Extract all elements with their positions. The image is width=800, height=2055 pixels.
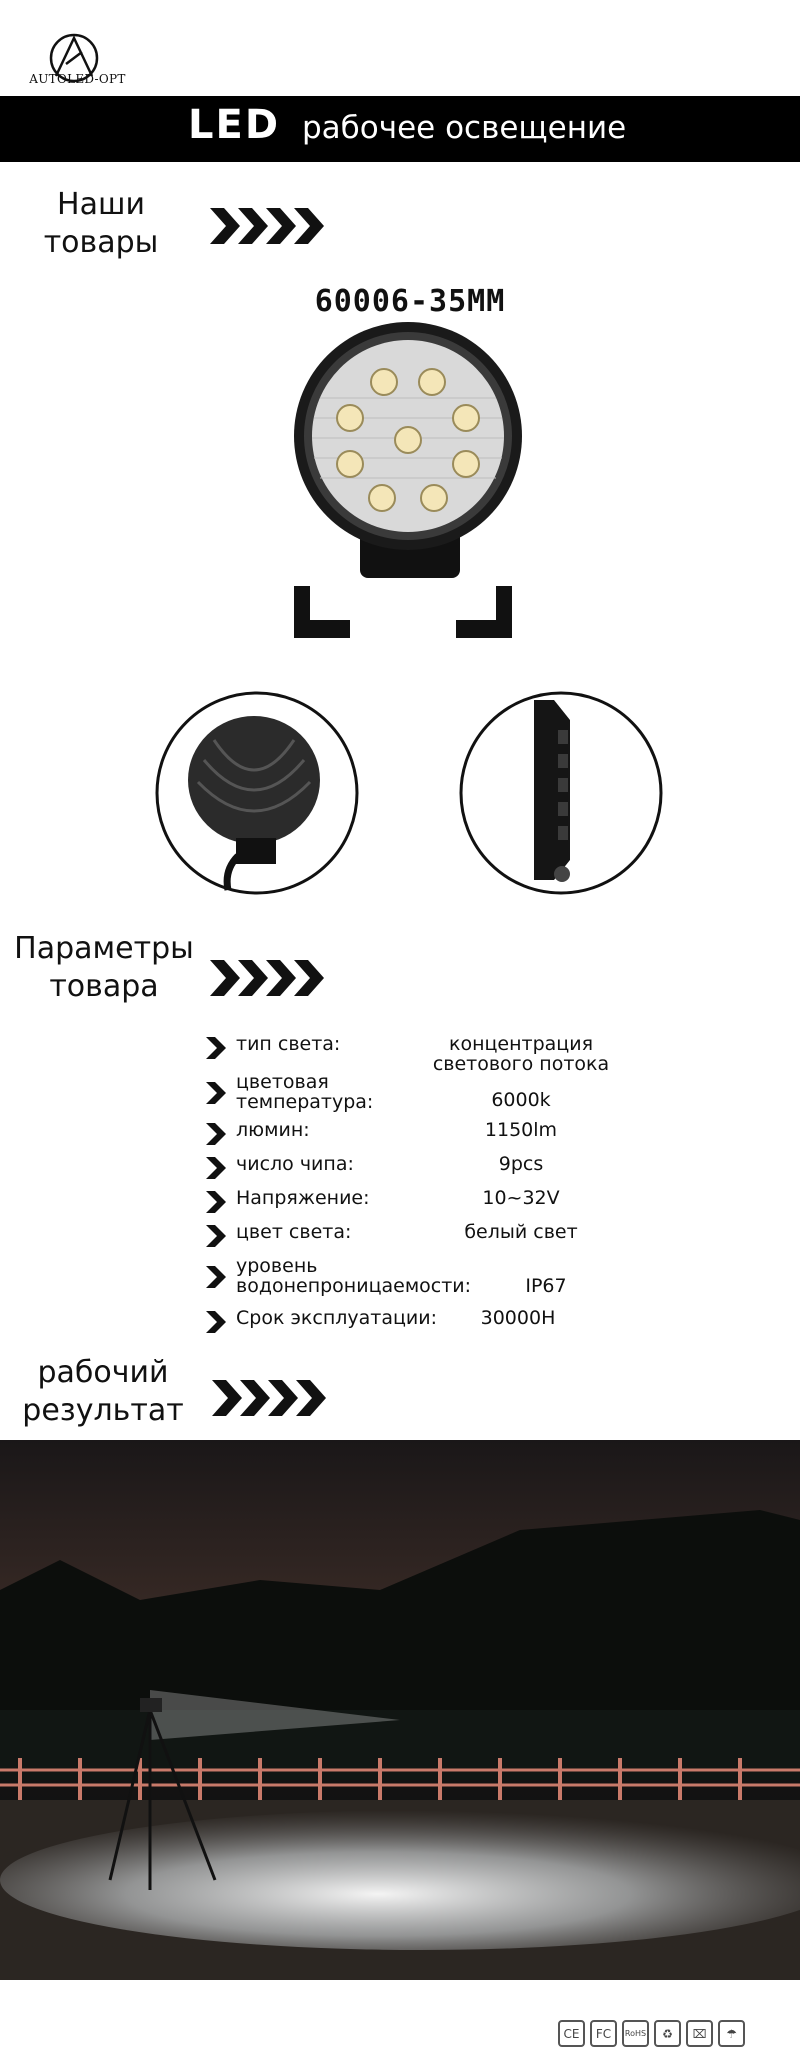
result-heading [18, 1354, 188, 1430]
result-heading-line2: результат [22, 1393, 184, 1428]
spec-value: светового потока [432, 1053, 610, 1075]
rohs-icon: RoHS [622, 2020, 649, 2047]
lamp-side-image [458, 690, 664, 896]
spec-row [206, 1256, 646, 1296]
params-heading-line1: Параметры [14, 931, 194, 966]
bracket-right-icon [452, 586, 512, 638]
spec-value: 1150lm [484, 1119, 558, 1141]
recycle-icon: ♻ [654, 2020, 681, 2047]
spec-label: Напряжение: [236, 1187, 370, 1209]
bullet-chevron-icon [206, 1311, 226, 1338]
spec-value: 30000H [480, 1307, 556, 1329]
spec-value: 6000k [491, 1089, 551, 1111]
no-bin-icon: ⌧ [686, 2020, 713, 2047]
spec-value: концентрация [448, 1033, 594, 1055]
bullet-chevron-icon [206, 1037, 226, 1064]
spec-label: температура: [236, 1091, 374, 1113]
spec-value: 9pcs [498, 1153, 544, 1175]
result-heading-line1: рабочий [37, 1355, 169, 1390]
spec-value: белый свет [464, 1221, 578, 1243]
spec-label: цвет света: [236, 1221, 352, 1243]
spec-label: Срок эксплуатации: [236, 1307, 438, 1329]
banner-led-text: LED [188, 102, 281, 148]
ce-icon: CE [558, 2020, 585, 2047]
bullet-chevron-icon [206, 1157, 226, 1184]
spec-value: 10~32V [482, 1187, 560, 1209]
fc-icon: FC [590, 2020, 617, 2047]
products-heading-line1: Наши [57, 187, 145, 222]
spec-row [206, 1222, 646, 1248]
params-heading-line2: товара [49, 969, 159, 1004]
spec-label: тип света: [236, 1033, 341, 1055]
spec-row [206, 1308, 646, 1334]
bullet-chevron-icon [206, 1123, 226, 1150]
spec-label: цветовая [236, 1071, 329, 1093]
chevrons-icon [210, 208, 326, 244]
brand-logo-text: AUTOLED-OPT [29, 72, 126, 86]
title-banner [0, 96, 800, 162]
spec-row [206, 1188, 646, 1214]
lamp-back-image [154, 690, 360, 896]
product-model: 60006-35MM [314, 284, 506, 319]
products-heading-line2: товары [43, 225, 159, 260]
bullet-chevron-icon [206, 1225, 226, 1252]
bullet-chevron-icon [206, 1082, 226, 1109]
lamp-front-image [290, 318, 530, 583]
banner-title: рабочее освещение [302, 110, 627, 146]
result-night-photo [0, 1440, 800, 1980]
chevrons-icon [212, 1380, 328, 1416]
spec-label: водонепроницаемости: [236, 1275, 472, 1297]
spec-row [206, 1120, 646, 1146]
spec-label: люмин: [236, 1119, 310, 1141]
chevrons-icon [210, 960, 326, 996]
umbrella-icon: ☂ [718, 2020, 745, 2047]
spec-value: IP67 [525, 1275, 567, 1297]
products-heading [40, 186, 162, 262]
bracket-left-icon [294, 586, 354, 638]
params-heading [6, 930, 202, 1006]
spec-row [206, 1072, 646, 1112]
spec-row [206, 1154, 646, 1180]
spec-label: число чипа: [236, 1153, 354, 1175]
bullet-chevron-icon [206, 1191, 226, 1218]
spec-row [206, 1034, 646, 1074]
spec-label: уровень [236, 1255, 318, 1277]
bullet-chevron-icon [206, 1266, 226, 1293]
